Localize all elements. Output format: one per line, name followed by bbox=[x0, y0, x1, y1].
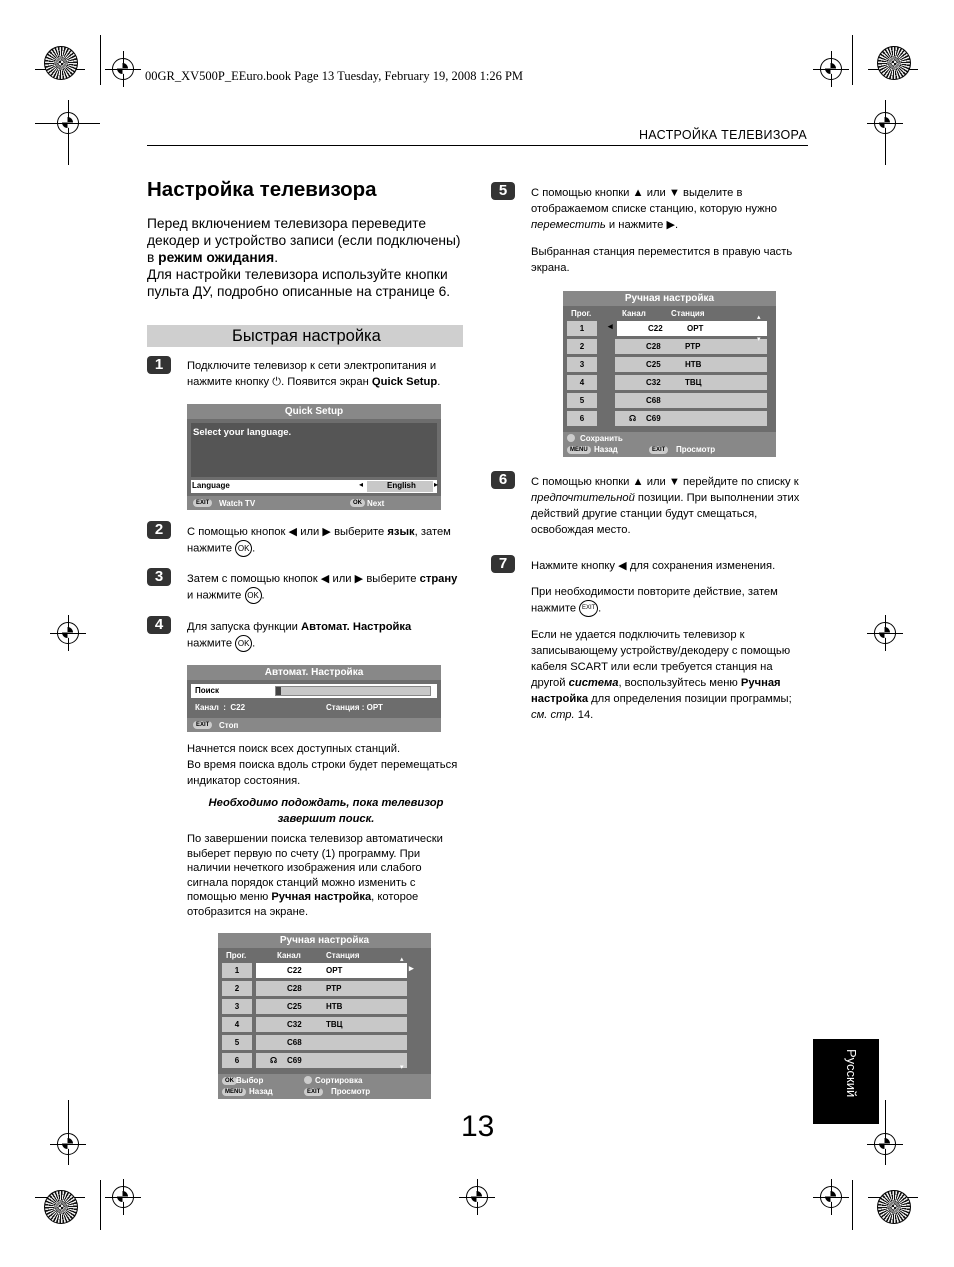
left-arrow-icon: ◀ bbox=[618, 560, 627, 572]
left-arrow-icon: ◀ bbox=[320, 573, 330, 585]
wait-note: Необходимо подождать, пока телевизор завершит поиск. bbox=[208, 797, 444, 825]
channel-cell bbox=[615, 339, 767, 354]
text: С помощью кнопки bbox=[531, 187, 633, 199]
registration-mark bbox=[874, 622, 896, 644]
text-bold: Ручная настройка bbox=[271, 891, 372, 903]
text: или bbox=[643, 476, 669, 488]
move-right-arrow-icon: ▸ bbox=[409, 963, 414, 973]
text: Выбранная станция переместится в правую часть экрана. bbox=[531, 246, 793, 274]
channel-value: C69 bbox=[287, 1056, 302, 1065]
step-number: 3 bbox=[147, 568, 171, 586]
prog-number: 2 bbox=[222, 981, 252, 996]
ok-button-icon: OK bbox=[350, 499, 365, 507]
prog-number: 4 bbox=[222, 1017, 252, 1032]
text-bold: Quick Setup bbox=[371, 376, 438, 388]
chevron-right-icon: ▸ bbox=[434, 480, 439, 489]
text-bold: страну bbox=[419, 573, 458, 585]
scroll-up-icon[interactable]: ▴ bbox=[400, 956, 404, 963]
text-italic: предпочтительной bbox=[531, 492, 635, 504]
col-header-prog: Прог. bbox=[571, 309, 592, 318]
screen-title: Quick Setup bbox=[187, 404, 441, 419]
text-bold: Автомат. Настройка bbox=[300, 621, 412, 633]
col-header-channel: Канал bbox=[277, 951, 301, 960]
channel-row[interactable] bbox=[222, 1035, 422, 1050]
prog-number: 2 bbox=[567, 339, 597, 354]
screen-title: Ручная настройка bbox=[563, 291, 776, 306]
text: . bbox=[675, 219, 679, 231]
screen-title: Автомат. Настройка bbox=[187, 665, 441, 680]
intro-text-a: Перед включением телевизора переведите декодер и устройство записи (если подключены) в bbox=[147, 216, 461, 265]
move-left-arrow-icon: ◂ bbox=[608, 321, 613, 331]
ok-button-icon: OK bbox=[222, 1077, 237, 1085]
prog-number: 3 bbox=[222, 999, 252, 1014]
text: . bbox=[598, 602, 602, 615]
text: . bbox=[437, 376, 441, 388]
channel-cell bbox=[617, 321, 767, 336]
ok-icon: OK bbox=[235, 635, 252, 652]
language-value: English bbox=[387, 481, 416, 490]
registration-target bbox=[44, 46, 78, 80]
registration-mark bbox=[112, 1186, 134, 1208]
channel-row[interactable] bbox=[222, 963, 422, 978]
step-4-text bbox=[187, 619, 462, 652]
channel-row[interactable] bbox=[222, 999, 422, 1014]
text: Нажмите кнопку bbox=[531, 560, 619, 572]
view-label: Просмотр bbox=[331, 1087, 371, 1096]
watch-tv-label: Watch TV bbox=[219, 499, 256, 508]
step-3-text bbox=[187, 571, 465, 604]
text: 14. bbox=[574, 709, 594, 721]
channel-row[interactable] bbox=[567, 339, 773, 354]
col-header-station: Станция bbox=[326, 951, 360, 960]
station-value: ТВЦ bbox=[326, 1020, 343, 1029]
step-1-text bbox=[187, 358, 462, 390]
down-arrow-icon: ▼ bbox=[668, 187, 680, 199]
text: При необходимости повторите действие, затем нажмите bbox=[531, 586, 778, 615]
channel-cell bbox=[256, 1053, 407, 1068]
station-value: ОРТ bbox=[687, 324, 704, 333]
channel-value: C68 bbox=[646, 396, 661, 405]
text: Начнется поиск всех доступных станций. bbox=[187, 743, 401, 755]
channel-row[interactable] bbox=[567, 375, 773, 390]
text: Для запуска функции bbox=[187, 621, 301, 633]
antenna-icon: ☊ bbox=[629, 414, 637, 423]
text: , воспользуйтесь меню bbox=[618, 677, 741, 689]
text-bold: язык bbox=[387, 526, 415, 538]
channel-cell bbox=[615, 375, 767, 390]
channel-cell bbox=[256, 999, 407, 1014]
registration-mark bbox=[57, 1133, 79, 1155]
page-title: Настройка телевизора bbox=[147, 178, 377, 201]
prog-number: 5 bbox=[567, 393, 597, 408]
channel-row[interactable] bbox=[567, 321, 773, 336]
exit-button-icon: EXIT bbox=[193, 499, 212, 507]
stop-label: Стоп bbox=[219, 721, 239, 730]
sort-description bbox=[187, 832, 457, 919]
text: Затем с помощью кнопок bbox=[187, 573, 321, 585]
right-circle-icon bbox=[304, 1076, 312, 1084]
registration-mark bbox=[57, 622, 79, 644]
text: и нажмите bbox=[605, 219, 667, 231]
step-6-text bbox=[531, 474, 811, 538]
back-label: Назад bbox=[594, 445, 618, 454]
intro-text bbox=[147, 215, 465, 300]
text: или bbox=[297, 526, 323, 538]
crop-mark bbox=[100, 1180, 101, 1230]
text: или bbox=[643, 187, 669, 199]
chevron-left-icon: ◂ bbox=[359, 480, 364, 489]
step-number: 4 bbox=[147, 616, 171, 634]
channel-row[interactable] bbox=[567, 411, 773, 426]
up-arrow-icon: ▲ bbox=[632, 476, 644, 488]
col-header-channel: Канал bbox=[622, 309, 646, 318]
registration-mark bbox=[874, 112, 896, 134]
text: , которое отобразится на экране. bbox=[187, 891, 419, 918]
exit-icon: EXIT bbox=[579, 600, 598, 617]
prog-number: 1 bbox=[567, 321, 597, 336]
prog-number: 3 bbox=[567, 357, 597, 372]
manual-tune-screen bbox=[218, 933, 431, 1099]
station-value: НТВ bbox=[685, 360, 702, 369]
select-label: Выбор bbox=[236, 1076, 264, 1085]
channel-cell bbox=[615, 393, 767, 408]
exit-button-icon: EXIT bbox=[193, 721, 212, 729]
registration-target bbox=[877, 46, 911, 80]
left-circle-icon bbox=[567, 434, 575, 442]
back-label: Назад bbox=[249, 1087, 273, 1096]
channel-value: C32 bbox=[287, 1020, 302, 1029]
step-number: 6 bbox=[491, 471, 515, 489]
text: По завершении поиска телевизор автоматически выберет первую по счету (1) программу. При наличии нечеткого изображения или слабого сигнала порядок станций можно изменить с помощью меню bbox=[187, 833, 443, 903]
save-label: Сохранить bbox=[580, 434, 623, 443]
channel-value: C25 bbox=[287, 1002, 302, 1011]
manual-tune-screen-move bbox=[563, 291, 776, 457]
channel-value: C68 bbox=[287, 1038, 302, 1047]
channel-status: Канал : C22 bbox=[195, 703, 246, 712]
screen-prompt: Select your language. bbox=[193, 427, 292, 438]
text: . bbox=[252, 637, 256, 650]
channel-row[interactable] bbox=[222, 981, 422, 996]
ok-icon: OK bbox=[245, 587, 262, 604]
text: и нажмите bbox=[187, 589, 245, 602]
intro-text-2: Для настройки телевизора используйте кнопки пульта ДУ, подробно описанные на странице 6. bbox=[147, 267, 451, 299]
channel-value: C28 bbox=[646, 342, 661, 351]
text: С помощью кнопки bbox=[531, 476, 633, 488]
text: . bbox=[261, 589, 265, 602]
text: выберите bbox=[330, 526, 388, 538]
text: позиции. При выполнении этих действий другие станции будут смещаться, освобождая место. bbox=[531, 492, 800, 536]
prog-number: 1 bbox=[222, 963, 252, 978]
search-label: Поиск bbox=[195, 686, 220, 695]
registration-mark bbox=[112, 58, 134, 80]
channel-value: C22 bbox=[648, 324, 663, 333]
text: , затем нажмите bbox=[187, 526, 451, 555]
channel-row[interactable] bbox=[567, 393, 773, 408]
view-label: Просмотр bbox=[676, 445, 716, 454]
search-description bbox=[187, 741, 465, 789]
text-italic: переместить bbox=[531, 219, 606, 231]
text: Если не удается подключить телевизор к записывающему устройству/декодеру с помощью кабеля SCART или если требуется станция на другой bbox=[531, 629, 791, 689]
scroll-up-icon[interactable]: ▴ bbox=[757, 314, 761, 321]
registration-mark bbox=[820, 58, 842, 80]
channel-row[interactable] bbox=[567, 357, 773, 372]
next-label: Next bbox=[367, 499, 385, 508]
header-rule bbox=[147, 145, 808, 146]
registration-target bbox=[877, 1190, 911, 1224]
scroll-down-icon[interactable]: ▾ bbox=[400, 1064, 404, 1071]
up-arrow-icon: ▲ bbox=[632, 187, 644, 199]
text: нажмите bbox=[187, 637, 236, 650]
channel-value: C32 bbox=[646, 378, 661, 387]
power-icon: ⏻ bbox=[272, 376, 282, 388]
text: выделите в отображаемом списке станцию, которую нужно bbox=[531, 187, 777, 215]
registration-mark bbox=[820, 1186, 842, 1208]
prog-number: 5 bbox=[222, 1035, 252, 1050]
step-number: 2 bbox=[147, 521, 171, 539]
channel-list bbox=[222, 963, 422, 1071]
channel-cell bbox=[256, 1017, 407, 1032]
registration-mark bbox=[466, 1186, 488, 1208]
channel-value: C69 bbox=[646, 414, 661, 423]
subsection-title: Быстрая настройка bbox=[147, 325, 463, 347]
auto-tune-screen bbox=[187, 665, 441, 732]
prog-number: 6 bbox=[222, 1053, 252, 1068]
channel-cell bbox=[615, 411, 767, 426]
station-status: Станция : ОРТ bbox=[326, 703, 383, 712]
sort-label: Сортировка bbox=[315, 1076, 363, 1085]
step-7-text bbox=[531, 558, 807, 723]
exit-button-icon: EXIT bbox=[304, 1088, 323, 1096]
section-header: НАСТРОЙКА ТЕЛЕВИЗОРА bbox=[638, 128, 807, 142]
registration-mark bbox=[57, 112, 79, 134]
down-arrow-icon: ▼ bbox=[668, 476, 680, 488]
left-arrow-icon: ◀ bbox=[288, 526, 298, 538]
channel-list bbox=[567, 321, 773, 429]
intro-bold: режим ожидания bbox=[158, 250, 275, 265]
text: для сохранения изменения. bbox=[626, 560, 776, 572]
text: . Появится экран bbox=[281, 376, 372, 388]
step-number: 5 bbox=[491, 182, 515, 200]
col-header-station: Станция bbox=[671, 309, 705, 318]
step-number: 1 bbox=[147, 356, 171, 374]
channel-cell bbox=[256, 1035, 407, 1050]
text-bold-italic: система bbox=[568, 677, 619, 689]
channel-row[interactable] bbox=[222, 1017, 422, 1032]
ok-icon: OK bbox=[235, 540, 252, 557]
station-value: РТР bbox=[685, 342, 701, 351]
channel-cell bbox=[256, 963, 407, 978]
right-arrow-icon: ▶ bbox=[666, 219, 676, 231]
prog-number: 6 bbox=[567, 411, 597, 426]
step-2-text bbox=[187, 524, 465, 557]
menu-button-icon: MENU bbox=[222, 1088, 246, 1096]
text: перейдите по списку к bbox=[679, 476, 799, 488]
file-header: 00GR_XV500P_EEuro.book Page 13 Tuesday, February 19, 2008 1:26 PM bbox=[145, 69, 524, 83]
text-italic: см. стр. bbox=[531, 709, 575, 721]
right-arrow-icon: ▶ bbox=[322, 526, 331, 538]
text: Во время поиска вдоль строки будет перемещаться индикатор состояния. bbox=[187, 759, 458, 787]
antenna-icon: ☊ bbox=[270, 1056, 278, 1065]
prog-number: 4 bbox=[567, 375, 597, 390]
crop-mark bbox=[852, 1180, 853, 1230]
col-header-prog: Прог. bbox=[226, 951, 247, 960]
text: . bbox=[252, 542, 256, 555]
screen-title: Ручная настройка bbox=[218, 933, 431, 948]
progress-track bbox=[275, 686, 431, 696]
channel-value: C28 bbox=[287, 984, 302, 993]
channel-row[interactable] bbox=[222, 1053, 422, 1068]
crop-mark bbox=[852, 35, 853, 85]
scroll-down-icon[interactable]: ▾ bbox=[757, 336, 761, 343]
crop-mark bbox=[100, 35, 101, 85]
right-arrow-icon: ▶ bbox=[354, 573, 364, 585]
station-value: РТР bbox=[326, 984, 342, 993]
channel-value: C22 bbox=[287, 966, 302, 975]
text: для определения позиции программы; bbox=[588, 693, 792, 705]
page-number: 13 bbox=[461, 1110, 495, 1143]
language-tab-label: Русский bbox=[844, 1049, 859, 1098]
text: выберите bbox=[363, 573, 420, 585]
text: или bbox=[329, 573, 355, 585]
station-value: ТВЦ bbox=[685, 378, 702, 387]
step-5-text bbox=[531, 185, 811, 276]
step-number: 7 bbox=[491, 555, 515, 573]
text-bold: Ручная настройка bbox=[531, 677, 781, 705]
text: Подключите телевизор к сети электропитания и нажмите кнопку bbox=[187, 360, 437, 388]
station-value: ОРТ bbox=[326, 966, 343, 975]
channel-value: C25 bbox=[646, 360, 661, 369]
menu-button-icon: MENU bbox=[567, 446, 591, 454]
language-label: Language bbox=[192, 481, 230, 490]
progress-fill bbox=[276, 687, 281, 695]
intro-text-b: . bbox=[274, 250, 279, 265]
channel-cell bbox=[256, 981, 407, 996]
registration-target bbox=[44, 1190, 78, 1224]
text: С помощью кнопок bbox=[187, 526, 289, 538]
station-value: НТВ bbox=[326, 1002, 343, 1011]
language-tab bbox=[813, 1039, 879, 1124]
quick-setup-screen bbox=[187, 404, 441, 510]
registration-mark bbox=[874, 1133, 896, 1155]
channel-cell bbox=[615, 357, 767, 372]
exit-button-icon: EXIT bbox=[649, 446, 668, 454]
